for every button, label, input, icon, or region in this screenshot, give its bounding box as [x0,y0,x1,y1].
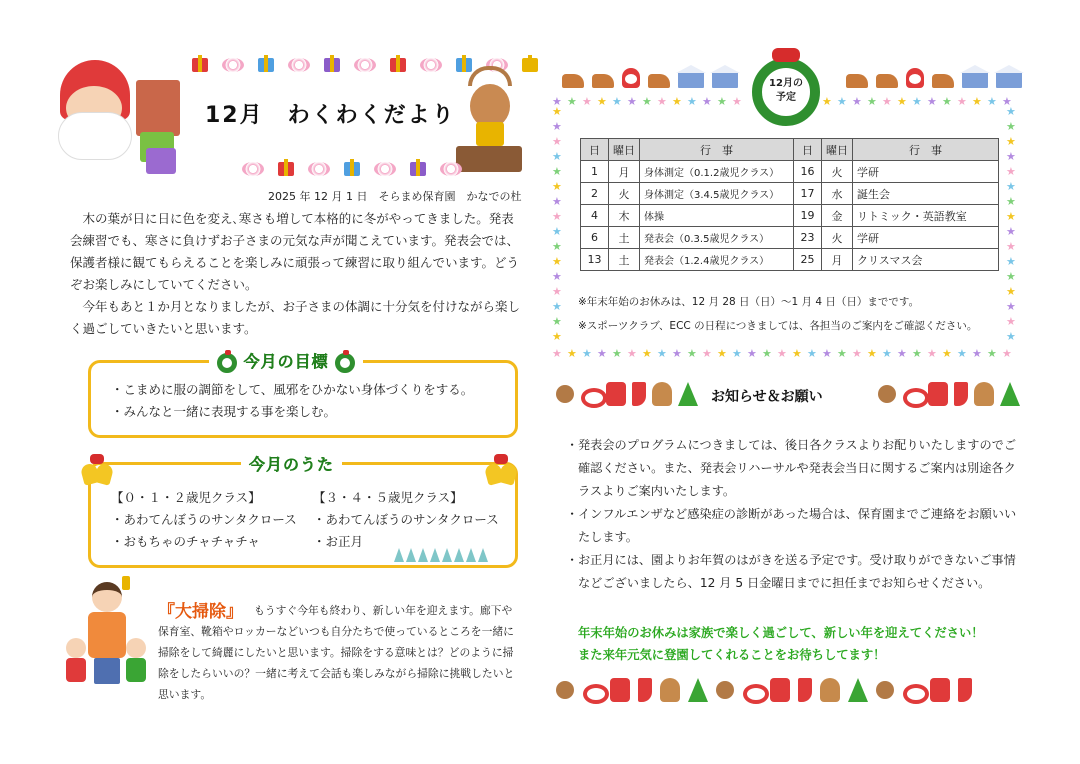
cell-day: 16 [794,161,822,183]
star-icon: ★ [687,347,697,360]
star-icon: ★ [942,347,952,360]
star-icon: ★ [1002,347,1012,360]
star-icon: ★ [612,95,622,108]
col-header-weekday: 曜日 [822,139,853,161]
star-icon: ★ [732,95,742,108]
star-icon: ★ [552,240,562,253]
star-icon: ★ [567,95,577,108]
star-icon: ★ [867,347,877,360]
cell-day: 17 [794,183,822,205]
goal-item: ・こまめに服の調節をして、風邪をひかない身体づくりをする。 [111,382,474,397]
goals-title-wrap [209,349,363,373]
table-row [581,249,999,271]
gift-icon [324,58,340,72]
star-icon: ★ [552,255,562,268]
star-icon: ★ [642,95,652,108]
gift-icon [410,162,426,176]
cell-weekday: 水 [822,183,853,205]
star-icon: ★ [822,95,832,108]
cell-day: 1 [581,161,609,183]
star-icon: ★ [927,95,937,108]
star-icon: ★ [732,347,742,360]
cell-day: 19 [794,205,822,227]
star-icon: ★ [627,95,637,108]
schedule-badge-line1: 12月の [769,78,803,89]
sleigh-row-left [562,68,738,88]
cell-weekday: 土 [609,249,640,271]
notice-list [566,434,1018,595]
cell-event: 学研 [853,227,999,249]
star-icon: ★ [822,347,832,360]
bottom-icon-strip [556,678,972,702]
sleigh-row-right [846,68,1022,88]
table-row [581,205,999,227]
song-item: ・あわてんぼうのサンタクロース [111,512,297,527]
star-icon: ★ [882,95,892,108]
holiday-message-1: 年末年始のお休みは家族で楽しく過ごして、新しい年を迎えてください！ [578,626,984,640]
star-icon: ★ [1006,195,1016,208]
star-icon: ★ [1006,225,1016,238]
wreath-icon [217,353,237,373]
table-header-row [581,139,999,161]
star-icon: ★ [642,347,652,360]
star-icon: ★ [1006,300,1016,313]
star-icon: ★ [1006,135,1016,148]
notice-item: ・ 発表会のプログラムにつきましては、後日各クラスよりお配りいたしますのでご確認ください。また、発表会リハーサルや発表会当日に関するご案内は別途各クラスよりご案内いたします。 [566,438,1017,498]
gift-icon [344,162,360,176]
star-icon: ★ [927,347,937,360]
star-icon: ★ [552,135,562,148]
song-item: ・お正月 [313,534,364,549]
table-row [581,227,999,249]
star-icon: ★ [1006,285,1016,298]
star-icon: ★ [552,210,562,223]
cell-day: 25 [794,249,822,271]
star-icon: ★ [582,347,592,360]
candy-icon [308,162,330,176]
cell-day: 4 [581,205,609,227]
star-icon: ★ [972,347,982,360]
star-icon: ★ [882,347,892,360]
cell-event: 学研 [853,161,999,183]
star-icon: ★ [552,195,562,208]
intro-paragraph-1: 木の葉が日に日に色を変え､寒さも増して本格的に冬がやってきました。発表会練習でも、寒さに負けずお子さまの元気な声が聞こえています。発表会では、保護者様に観てもらえることを楽しみに頑張って練習に取り組んでいます。どうぞお楽しみにしていてください。 [70,211,520,292]
cell-event: 体操 [640,205,794,227]
star-icon: ★ [1006,315,1016,328]
star-icon: ★ [552,225,562,238]
notice-icons-left [556,382,698,406]
star-icon: ★ [942,95,952,108]
schedule-badge-line2: 予定 [776,92,796,103]
star-icon: ★ [957,347,967,360]
star-icon: ★ [1006,120,1016,133]
star-icon: ★ [657,95,667,108]
goals-box [88,352,518,438]
bell-icon [80,452,114,486]
star-icon: ★ [717,347,727,360]
cell-weekday: 火 [822,161,853,183]
table-row [581,183,999,205]
reindeer-illustration [452,66,528,178]
goal-item: ・みんなと一緒に表現する事を楽しむ。 [111,404,337,419]
star-icon: ★ [597,95,607,108]
star-icon: ★ [1006,165,1016,178]
schedule-table [580,138,999,271]
candy-icon [420,58,442,72]
bell-icon [484,452,518,486]
cell-weekday: 火 [822,227,853,249]
col-header-event: 行 事 [853,139,999,161]
star-icon: ★ [717,95,727,108]
song-group-heading: 【３・４・５歳児クラス】 [313,490,463,505]
cell-event: 身体測定（0.1.2歳児クラス） [640,161,794,183]
star-icon: ★ [552,120,562,133]
star-icon: ★ [552,315,562,328]
song-item: ・あわてんぼうのサンタクロース [313,512,499,527]
bottom-decoration-row [242,162,462,176]
candy-icon [242,162,264,176]
star-icon: ★ [702,95,712,108]
star-icon: ★ [657,347,667,360]
cleaning-illustration [66,576,150,694]
star-icon: ★ [672,347,682,360]
cell-weekday: 金 [822,205,853,227]
star-icon: ★ [582,95,592,108]
star-icon: ★ [837,95,847,108]
star-icon: ★ [912,347,922,360]
star-icon: ★ [687,95,697,108]
star-icon: ★ [957,95,967,108]
cell-weekday: 木 [609,205,640,227]
star-icon: ★ [897,95,907,108]
holiday-message-2: また来年元気に登園してくれることをお待ちしてます！ [578,648,886,662]
star-icon: ★ [1006,150,1016,163]
santa-illustration [50,56,190,178]
star-icon: ★ [1006,255,1016,268]
wreath-icon [335,353,355,373]
cell-event: 発表会（0.3.5歳児クラス） [640,227,794,249]
star-icon: ★ [837,347,847,360]
table-row [581,161,999,183]
date-line: 2025 年 12 月 1 日 そらまめ保育園 かなでの杜 [268,190,522,203]
star-icon: ★ [1006,270,1016,283]
col-header-event: 行 事 [640,139,794,161]
col-header-weekday: 曜日 [609,139,640,161]
cell-day: 2 [581,183,609,205]
star-icon: ★ [897,347,907,360]
col-header-day: 日 [581,139,609,161]
cleaning-text [158,600,518,705]
schedule-note-1: ※年末年始のお休みは、12 月 28 日（日）～1 月 4 日（日）までです。 [578,296,920,308]
cell-day: 23 [794,227,822,249]
cell-event: 発表会（1.2.4歳児クラス） [640,249,794,271]
star-icon: ★ [792,347,802,360]
star-icon: ★ [552,180,562,193]
star-icon: ★ [972,95,982,108]
star-icon: ★ [567,347,577,360]
page-title: 12月 わくわくだより [205,103,456,128]
gift-icon [278,162,294,176]
candy-icon [222,58,244,72]
gift-icon [258,58,274,72]
candy-icon [354,58,376,72]
cell-event: 身体測定（3.4.5歳児クラス） [640,183,794,205]
cleaning-title: 『大掃除』 [158,602,243,622]
star-icon: ★ [747,347,757,360]
trees-decoration [394,548,488,562]
star-icon: ★ [552,285,562,298]
star-icon: ★ [612,347,622,360]
col-header-day: 日 [794,139,822,161]
star-icon: ★ [552,105,562,118]
star-icon: ★ [987,95,997,108]
cell-weekday: 月 [822,249,853,271]
song-group-heading: 【０・１・２歳児クラス】 [111,490,261,505]
cell-event: クリスマス会 [853,249,999,271]
cell-event: リトミック・英語教室 [853,205,999,227]
notice-icons-right [878,382,1020,406]
candy-icon [374,162,396,176]
star-icon: ★ [1006,330,1016,343]
star-icon: ★ [702,347,712,360]
star-icon: ★ [552,270,562,283]
star-icon: ★ [552,347,562,360]
intro-paragraph-2: 今年もあと１か月となりましたが、お子さまの体調に十分気を付けながら楽しく過ごしていきたいと思います。 [70,299,521,336]
star-icon: ★ [552,330,562,343]
star-icon: ★ [762,347,772,360]
star-icon: ★ [552,150,562,163]
cell-event: 誕生会 [853,183,999,205]
cell-weekday: 土 [609,227,640,249]
notice-item: ・ お正月には、園よりお年賀のはがきを送る予定です。受け取りができないご事情などございましたら、12 月 5 日金曜日までに担任までお知らせください。 [566,553,1016,590]
star-icon: ★ [552,165,562,178]
star-icon: ★ [1006,180,1016,193]
goals-title: 今月の目標 [243,352,329,371]
songs-title: 今月のうた [241,452,342,475]
cell-weekday: 火 [609,183,640,205]
schedule-note-2: ※スポーツクラブ、ECC の日程につきましては、各担当のご案内をご確認ください。 [578,320,978,332]
gift-icon [390,58,406,72]
star-icon: ★ [912,95,922,108]
star-icon: ★ [867,95,877,108]
notice-item: ・ インフルエンザなど感染症の診断があった場合は、保育園までご連絡をお願いいたします。 [566,507,1017,544]
star-icon: ★ [552,300,562,313]
song-item: ・おもちゃのチャチャチャ [111,534,260,549]
star-icon: ★ [597,347,607,360]
gift-icon [192,58,208,72]
cleaning-body: もうすぐ今年も終わり、新しい年を迎えます。廊下や保育室、靴箱やロッカーなどいつも自分たちで使っているところを一緒に掃除をして綺麗にしたいと思います。掃除をする意味とは？どのように掃除をしたらいいの？一緒に考えて会話も楽しみながら掃除に挑戦したいと思います。 [158,604,515,701]
star-icon: ★ [552,95,562,108]
cell-day: 6 [581,227,609,249]
star-icon: ★ [627,347,637,360]
star-icon: ★ [1006,210,1016,223]
star-icon: ★ [987,347,997,360]
star-icon: ★ [1002,95,1012,108]
star-icon: ★ [777,347,787,360]
star-icon: ★ [852,95,862,108]
star-icon: ★ [672,95,682,108]
star-icon: ★ [852,347,862,360]
star-icon: ★ [1006,240,1016,253]
candy-icon [288,58,310,72]
cell-day: 13 [581,249,609,271]
star-icon: ★ [807,347,817,360]
cell-weekday: 月 [609,161,640,183]
star-icon: ★ [1006,105,1016,118]
candy-icon [440,162,462,176]
notice-title: お知らせ＆お願い [711,389,823,405]
